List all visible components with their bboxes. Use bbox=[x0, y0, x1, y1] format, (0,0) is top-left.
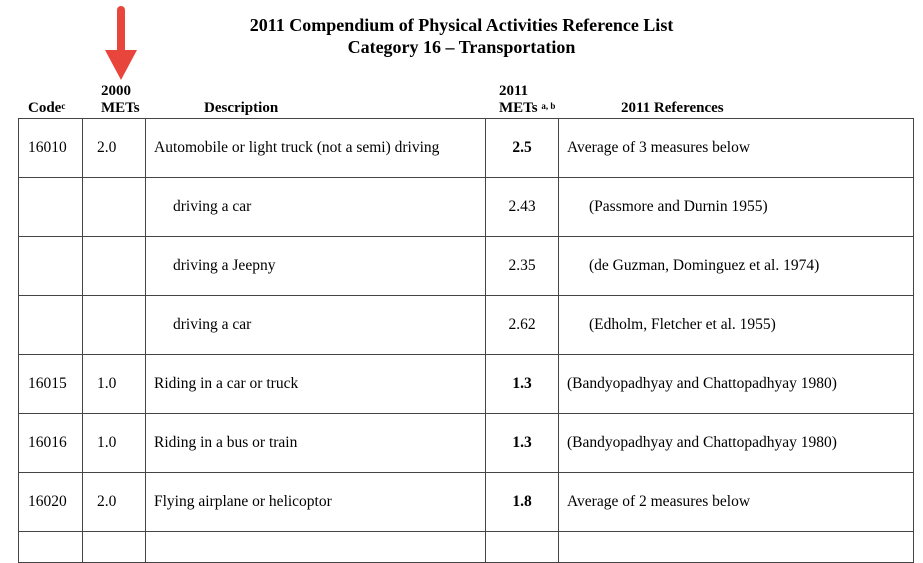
mets-2000-cell: 2.0 bbox=[83, 473, 146, 532]
description-cell: driving a Jeepny bbox=[146, 237, 486, 296]
mets-2011-cell: 2.43 bbox=[486, 178, 559, 237]
table-row bbox=[19, 119, 914, 178]
table-row bbox=[19, 355, 914, 414]
reference-cell: (Edholm, Fletcher et al. 1955) bbox=[559, 296, 914, 355]
reference-cell: Average of 3 measures below bbox=[559, 119, 914, 178]
mets-2011-cell: 1.3 bbox=[486, 414, 559, 473]
description-cell: driving a car bbox=[146, 178, 486, 237]
mets-2000-cell bbox=[83, 296, 146, 355]
code-cell bbox=[19, 237, 83, 296]
code-cell: 16020 bbox=[19, 473, 83, 532]
mets-2000-cell: 2.0 bbox=[83, 119, 146, 178]
header-references: 2011 References bbox=[621, 100, 724, 116]
down-arrow-icon bbox=[104, 6, 138, 82]
description-cell: Riding in a bus or train bbox=[146, 414, 486, 473]
header-code: Code$^c$ bbox=[28, 100, 66, 116]
reference-cell: (Passmore and Durnin 1955) bbox=[559, 178, 914, 237]
table-row bbox=[19, 414, 914, 473]
description-cell: Riding in a car or truck bbox=[146, 355, 486, 414]
table-row bbox=[19, 178, 914, 237]
mets-2000-cell bbox=[83, 237, 146, 296]
code-cell: 16015 bbox=[19, 355, 83, 414]
mets-2000-cell bbox=[83, 178, 146, 237]
header-mets-2000: 2000 METs bbox=[101, 83, 140, 116]
description-cell: Flying airplane or helicoptor bbox=[146, 473, 486, 532]
code-cell: 16010 bbox=[19, 119, 83, 178]
mets-2000-cell: 1.0 bbox=[83, 355, 146, 414]
mets-2011-cell: 2.62 bbox=[486, 296, 559, 355]
table-row bbox=[19, 296, 914, 355]
description-cell: driving a car bbox=[146, 296, 486, 355]
table-row bbox=[19, 237, 914, 296]
table-row bbox=[19, 473, 914, 532]
mets-2011-cell: 2.35 bbox=[486, 237, 559, 296]
header-mets-2011: 2011 METs $^{a, b}$ bbox=[499, 83, 556, 116]
description-cell: Automobile or light truck (not a semi) driving bbox=[146, 119, 486, 178]
table-row-partial bbox=[19, 532, 914, 563]
code-cell bbox=[19, 296, 83, 355]
document-subtitle: Category 16 – Transportation bbox=[347, 37, 576, 57]
mets-2000-cell: 1.0 bbox=[83, 414, 146, 473]
reference-cell: Average of 2 measures below bbox=[559, 473, 914, 532]
mets-2011-cell: 2.5 bbox=[486, 119, 559, 178]
document-title: 2011 Compendium of Physical Activities Reference List bbox=[249, 15, 674, 35]
header-description: Description bbox=[204, 100, 279, 116]
reference-cell: (Bandyopadhyay and Chattopadhyay 1980) bbox=[559, 414, 914, 473]
code-cell bbox=[19, 178, 83, 237]
mets-2011-cell: 1.3 bbox=[486, 355, 559, 414]
reference-cell: (Bandyopadhyay and Chattopadhyay 1980) bbox=[559, 355, 914, 414]
reference-cell: (de Guzman, Dominguez et al. 1974) bbox=[559, 237, 914, 296]
activities-table bbox=[18, 118, 914, 563]
code-cell: 16016 bbox=[19, 414, 83, 473]
mets-2011-cell: 1.8 bbox=[486, 473, 559, 532]
